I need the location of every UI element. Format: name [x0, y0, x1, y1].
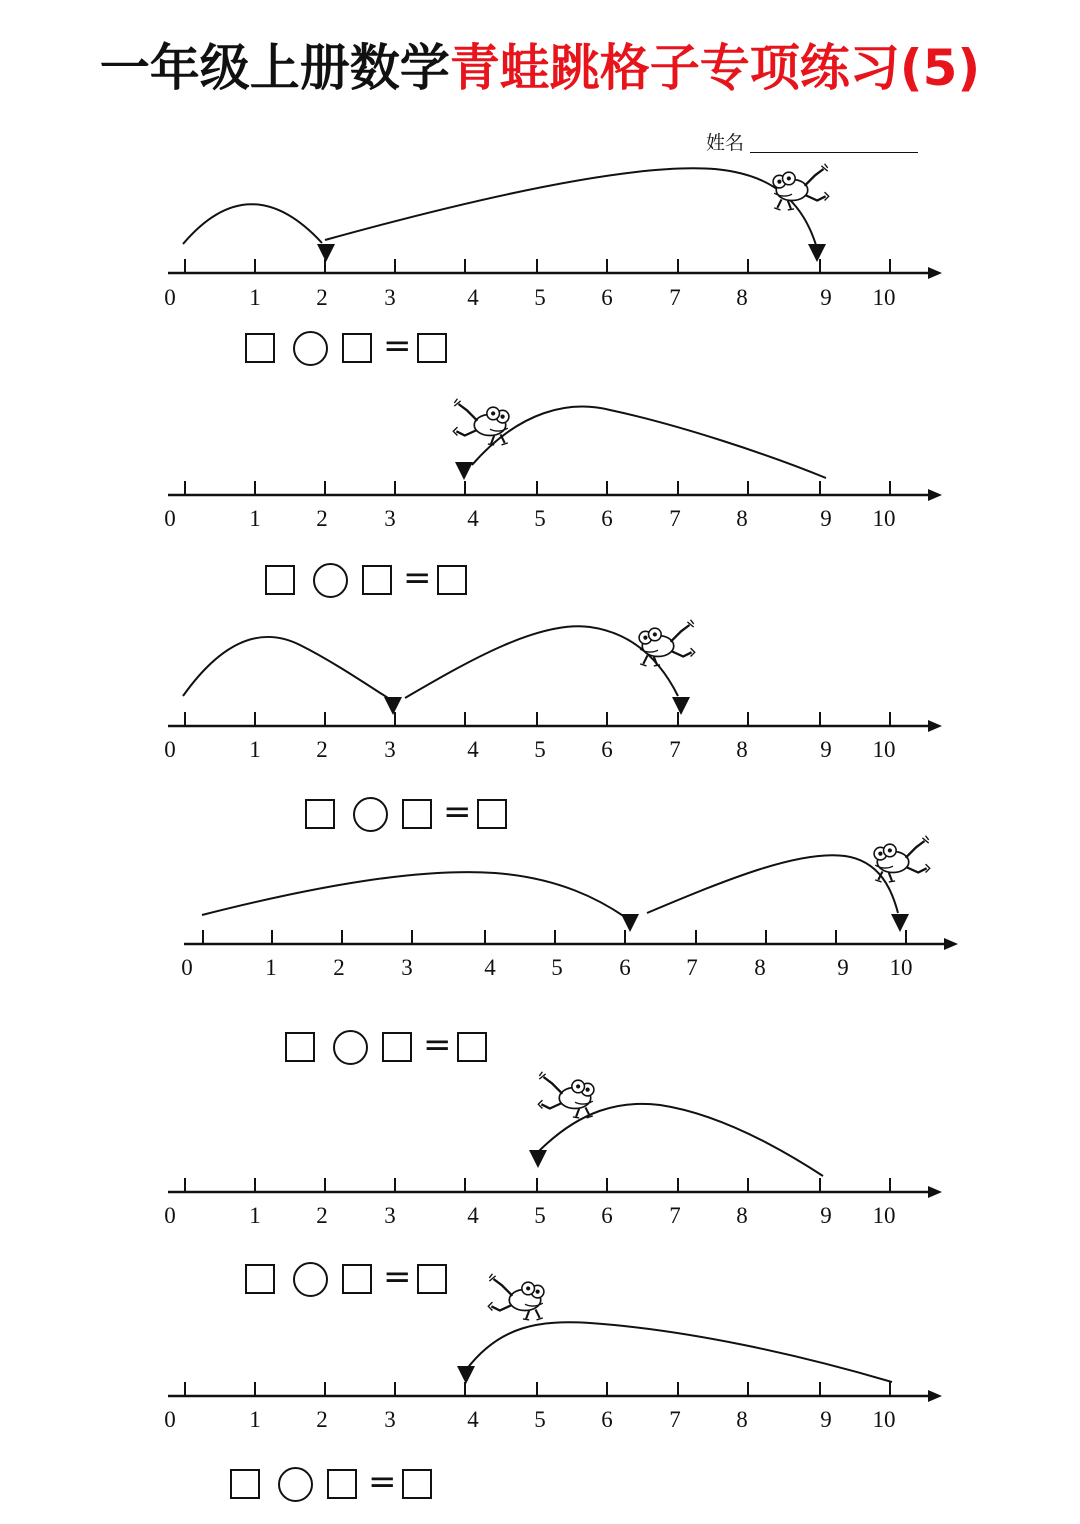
answer-box[interactable] [305, 799, 335, 829]
tick-label: 5 [534, 737, 546, 762]
tick-label: 2 [316, 506, 328, 531]
answer-box[interactable] [417, 333, 447, 363]
equals-sign: = [423, 1025, 452, 1065]
tick-label: 6 [601, 506, 613, 531]
title-red-part: 青蛙跳格子专项练习(5) [449, 39, 981, 97]
tick-label: 3 [401, 955, 413, 980]
tick-label: 7 [669, 1203, 681, 1228]
operator-circle[interactable] [313, 563, 348, 598]
tick-label: 0 [164, 1407, 176, 1432]
landing-arrow [529, 1150, 547, 1168]
equals-sign: = [383, 326, 412, 366]
tick-label: 9 [820, 1203, 832, 1228]
tick-label: 2 [333, 955, 345, 980]
number-line-6 [168, 1382, 942, 1402]
tick-label: 1 [249, 1407, 261, 1432]
answer-box[interactable] [327, 1469, 357, 1499]
tick-label: 7 [669, 1407, 681, 1432]
tick-label: 8 [754, 955, 766, 980]
jump-arc [538, 1104, 823, 1176]
tick-label: 1 [249, 285, 261, 310]
tick-label: 6 [601, 1203, 613, 1228]
operator-circle[interactable] [333, 1030, 368, 1065]
tick-label: 3 [384, 506, 396, 531]
landing-arrow [457, 1366, 475, 1384]
answer-box[interactable] [285, 1032, 315, 1062]
equals-sign: = [443, 792, 472, 832]
tick-label: 5 [534, 1203, 546, 1228]
tick-label: 4 [467, 285, 479, 310]
tick-label: 7 [669, 285, 681, 310]
answer-box[interactable] [245, 1264, 275, 1294]
frog-icon [773, 164, 829, 210]
landing-arrow [384, 697, 402, 715]
tick-label: 10 [889, 955, 913, 980]
tick-label: 4 [484, 955, 496, 980]
landing-arrow [621, 914, 639, 932]
landing-arrow [317, 244, 335, 262]
tick-label: 8 [736, 737, 748, 762]
tick-label: 8 [736, 1407, 748, 1432]
tick-label: 1 [265, 955, 277, 980]
tick-label: 10 [872, 737, 896, 762]
tick-label: 8 [736, 285, 748, 310]
answer-box[interactable] [230, 1469, 260, 1499]
landing-arrow [891, 914, 909, 932]
answer-box[interactable] [362, 565, 392, 595]
name-label: 姓名 [706, 132, 745, 154]
number-line-4 [184, 930, 958, 950]
tick-label: 0 [164, 285, 176, 310]
answer-box[interactable] [245, 333, 275, 363]
tick-label: 9 [820, 506, 832, 531]
landing-arrow [455, 462, 473, 480]
jump-arc [183, 637, 388, 698]
jump-arc [647, 855, 898, 913]
answer-box[interactable] [402, 799, 432, 829]
tick-label: 5 [534, 285, 546, 310]
frog-icon [538, 1072, 594, 1118]
tick-label: 10 [872, 1203, 896, 1228]
tick-label: 8 [736, 506, 748, 531]
operator-circle[interactable] [293, 1262, 328, 1297]
tick-label: 5 [551, 955, 563, 980]
number-line-1 [168, 259, 942, 279]
tick-label: 3 [384, 1203, 396, 1228]
jump-arc [472, 407, 826, 478]
tick-label: 7 [669, 737, 681, 762]
tick-label: 9 [820, 285, 832, 310]
equals-sign: = [368, 1462, 397, 1502]
tick-label: 9 [820, 737, 832, 762]
answer-box[interactable] [457, 1032, 487, 1062]
frog-icon [874, 836, 930, 882]
answer-box[interactable] [402, 1469, 432, 1499]
tick-label: 3 [384, 737, 396, 762]
jump-arc [202, 872, 625, 917]
answer-box[interactable] [342, 1264, 372, 1294]
tick-label: 7 [669, 506, 681, 531]
equals-sign: = [383, 1257, 412, 1297]
answer-box[interactable] [477, 799, 507, 829]
tick-label: 1 [249, 1203, 261, 1228]
frog-icon [639, 620, 695, 666]
tick-label: 8 [736, 1203, 748, 1228]
tick-label: 6 [601, 1407, 613, 1432]
answer-box[interactable] [265, 565, 295, 595]
jump-arc [183, 204, 322, 244]
answer-box[interactable] [342, 333, 372, 363]
tick-label: 0 [181, 955, 193, 980]
tick-label: 1 [249, 506, 261, 531]
tick-label: 6 [601, 737, 613, 762]
number-line-3 [168, 712, 942, 732]
equals-sign: = [403, 558, 432, 598]
tick-label: 1 [249, 737, 261, 762]
tick-label: 6 [619, 955, 631, 980]
operator-circle[interactable] [293, 331, 328, 366]
tick-label: 10 [872, 506, 896, 531]
title-black-part: 一年级上册数学 [99, 39, 450, 97]
landing-arrow [808, 244, 826, 262]
tick-label: 2 [316, 1407, 328, 1432]
answer-box[interactable] [382, 1032, 412, 1062]
tick-label: 4 [467, 1203, 479, 1228]
tick-label: 2 [316, 1203, 328, 1228]
number-line-5 [168, 1178, 942, 1198]
tick-label: 0 [164, 737, 176, 762]
jump-arc [466, 1322, 892, 1382]
answer-box[interactable] [417, 1264, 447, 1294]
tick-label: 4 [467, 737, 479, 762]
tick-label: 5 [534, 506, 546, 531]
tick-label: 3 [384, 1407, 396, 1432]
tick-label: 4 [467, 1407, 479, 1432]
tick-label: 5 [534, 1407, 546, 1432]
tick-label: 7 [686, 955, 698, 980]
operator-circle[interactable] [353, 797, 388, 832]
tick-label: 6 [601, 285, 613, 310]
tick-label: 10 [872, 1407, 896, 1432]
number-line-2 [168, 481, 942, 501]
tick-label: 2 [316, 285, 328, 310]
tick-label: 4 [467, 506, 479, 531]
landing-arrow [672, 697, 690, 715]
tick-label: 3 [384, 285, 396, 310]
operator-circle[interactable] [278, 1467, 313, 1502]
answer-box[interactable] [437, 565, 467, 595]
frog-icon [488, 1274, 544, 1320]
tick-label: 2 [316, 737, 328, 762]
tick-label: 9 [837, 955, 849, 980]
tick-label: 9 [820, 1407, 832, 1432]
tick-label: 0 [164, 1203, 176, 1228]
tick-label: 10 [872, 285, 896, 310]
tick-label: 0 [164, 506, 176, 531]
jump-arc [325, 168, 816, 245]
jump-arc [405, 626, 678, 698]
